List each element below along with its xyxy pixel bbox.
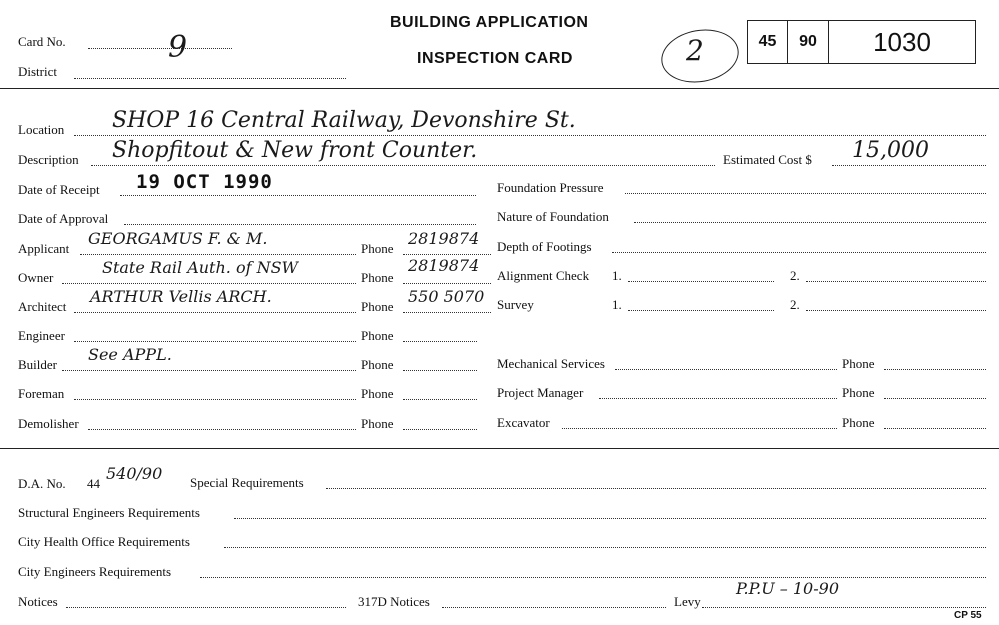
excavator-line: [562, 428, 837, 429]
mechanical-services-phone-line: [884, 369, 986, 370]
structural-requirements-line: [234, 518, 986, 519]
alignment-check-1-line: [628, 281, 774, 282]
special-requirements-label: Special Requirements: [190, 475, 304, 490]
architect-line: [74, 312, 356, 313]
structural-requirements-label: Structural Engineers Requirements: [18, 505, 200, 520]
description-line: [91, 165, 715, 166]
builder-value: See APPL.: [88, 345, 172, 364]
builder-label: Builder: [18, 357, 57, 372]
levy-value: P.P.U – 10-90: [736, 579, 839, 598]
notices-line: [66, 607, 346, 608]
survey-1-label: 1.: [612, 297, 622, 312]
date-of-receipt-stamp: 19 OCT 1990: [136, 171, 273, 193]
mechanical-services-label: Mechanical Services: [497, 356, 605, 371]
owner-phone-label: Phone: [361, 270, 394, 285]
depth-of-footings-label: Depth of Footings: [497, 239, 592, 254]
foreman-phone-line: [403, 399, 477, 400]
foreman-phone-label: Phone: [361, 386, 394, 401]
notices-317d-line: [442, 607, 666, 608]
levy-label: Levy: [674, 594, 701, 609]
alignment-check-label: Alignment Check: [497, 268, 590, 283]
alignment-check-1-label: 1.: [612, 268, 622, 283]
da-no-label: D.A. No.: [18, 476, 66, 491]
form-code: CP 55: [954, 610, 982, 621]
special-requirements-line: [326, 488, 986, 489]
estimated-cost-label: Estimated Cost $: [723, 152, 812, 167]
card-subtitle: INSPECTION CARD: [417, 50, 573, 67]
project-manager-label: Project Manager: [497, 385, 584, 400]
location-line: [74, 135, 986, 136]
description-value: Shopfitout & New front Counter.: [112, 138, 478, 163]
owner-phone-value: 2819874: [408, 256, 480, 275]
district-line: [74, 78, 346, 79]
date-of-receipt-line: [120, 195, 476, 196]
engineer-label: Engineer: [18, 328, 65, 343]
card-no-value: 9: [168, 30, 188, 65]
alignment-check-2-line: [806, 281, 986, 282]
architect-label: Architect: [18, 299, 67, 314]
owner-label: Owner: [18, 270, 54, 285]
architect-phone-line: [403, 312, 491, 313]
health-requirements-line: [224, 547, 986, 548]
demolisher-phone-line: [403, 429, 477, 430]
foreman-line: [74, 399, 356, 400]
mechanical-services-phone-label: Phone: [842, 356, 875, 371]
city-engineers-requirements-label: City Engineers Requirements: [18, 564, 172, 579]
da-no-prefix: 44: [87, 476, 100, 491]
excavator-phone-label: Phone: [842, 415, 875, 430]
architect-phone-label: Phone: [361, 299, 394, 314]
card-no-line: [88, 48, 232, 49]
architect-value: ARTHUR Vellis ARCH.: [90, 287, 272, 306]
depth-of-footings-line: [612, 252, 986, 253]
engineer-line: [74, 341, 356, 342]
project-manager-phone-line: [884, 398, 986, 399]
survey-2-line: [806, 310, 986, 311]
excavator-label: Excavator: [497, 415, 550, 430]
date-of-approval-label: Date of Approval: [18, 211, 109, 226]
builder-line: [62, 370, 356, 371]
demolisher-label: Demolisher: [18, 416, 79, 431]
survey-1-line: [628, 310, 774, 311]
box-code-2: 90: [787, 20, 829, 64]
survey-2-label: 2.: [790, 297, 800, 312]
location-value: SHOP 16 Central Railway, Devonshire St.: [112, 108, 576, 133]
owner-phone-line: [403, 283, 491, 284]
foundation-pressure-label: Foundation Pressure: [497, 180, 604, 195]
applicant-value: GEORGAMUS F. & M.: [88, 229, 268, 248]
header-divider: [0, 88, 999, 89]
estimated-cost-line: [832, 165, 986, 166]
requirements-divider: [0, 448, 999, 449]
city-engineers-requirements-line: [200, 577, 986, 578]
box-card-number: 1030: [828, 20, 976, 64]
box-code-1: 45: [747, 20, 788, 64]
engineer-phone-label: Phone: [361, 328, 394, 343]
notices-317d-label: 317D Notices: [358, 594, 430, 609]
foreman-label: Foreman: [18, 386, 65, 401]
excavator-phone-line: [884, 428, 986, 429]
applicant-label: Applicant: [18, 241, 70, 256]
builder-phone-label: Phone: [361, 357, 394, 372]
alignment-check-2-label: 2.: [790, 268, 800, 283]
project-manager-phone-label: Phone: [842, 385, 875, 400]
demolisher-phone-label: Phone: [361, 416, 394, 431]
estimated-cost-value: 15,000: [852, 138, 929, 163]
notices-label: Notices: [18, 594, 58, 609]
circled-number: 2: [686, 34, 704, 67]
levy-line: [702, 607, 986, 608]
owner-value: State Rail Auth. of NSW: [102, 258, 298, 277]
district-label: District: [18, 64, 57, 79]
architect-phone-value: 550 5070: [408, 287, 485, 306]
card-no-label: Card No.: [18, 34, 66, 49]
engineer-phone-line: [403, 341, 477, 342]
description-label: Description: [18, 152, 79, 167]
survey-label: Survey: [497, 297, 534, 312]
date-of-approval-line: [124, 224, 476, 225]
nature-of-foundation-line: [634, 222, 986, 223]
foundation-pressure-line: [625, 193, 986, 194]
demolisher-line: [88, 429, 356, 430]
builder-phone-line: [403, 370, 477, 371]
da-no-value: 540/90: [106, 464, 163, 483]
applicant-phone-value: 2819874: [408, 229, 480, 248]
owner-line: [62, 283, 356, 284]
location-label: Location: [18, 122, 65, 137]
applicant-phone-label: Phone: [361, 241, 394, 256]
applicant-phone-line: [403, 254, 491, 255]
project-manager-line: [599, 398, 837, 399]
mechanical-services-line: [615, 369, 837, 370]
applicant-line: [80, 254, 356, 255]
health-requirements-label: City Health Office Requirements: [18, 534, 190, 549]
nature-of-foundation-label: Nature of Foundation: [497, 209, 609, 224]
card-title: BUILDING APPLICATION: [390, 14, 589, 31]
date-of-receipt-label: Date of Receipt: [18, 182, 100, 197]
